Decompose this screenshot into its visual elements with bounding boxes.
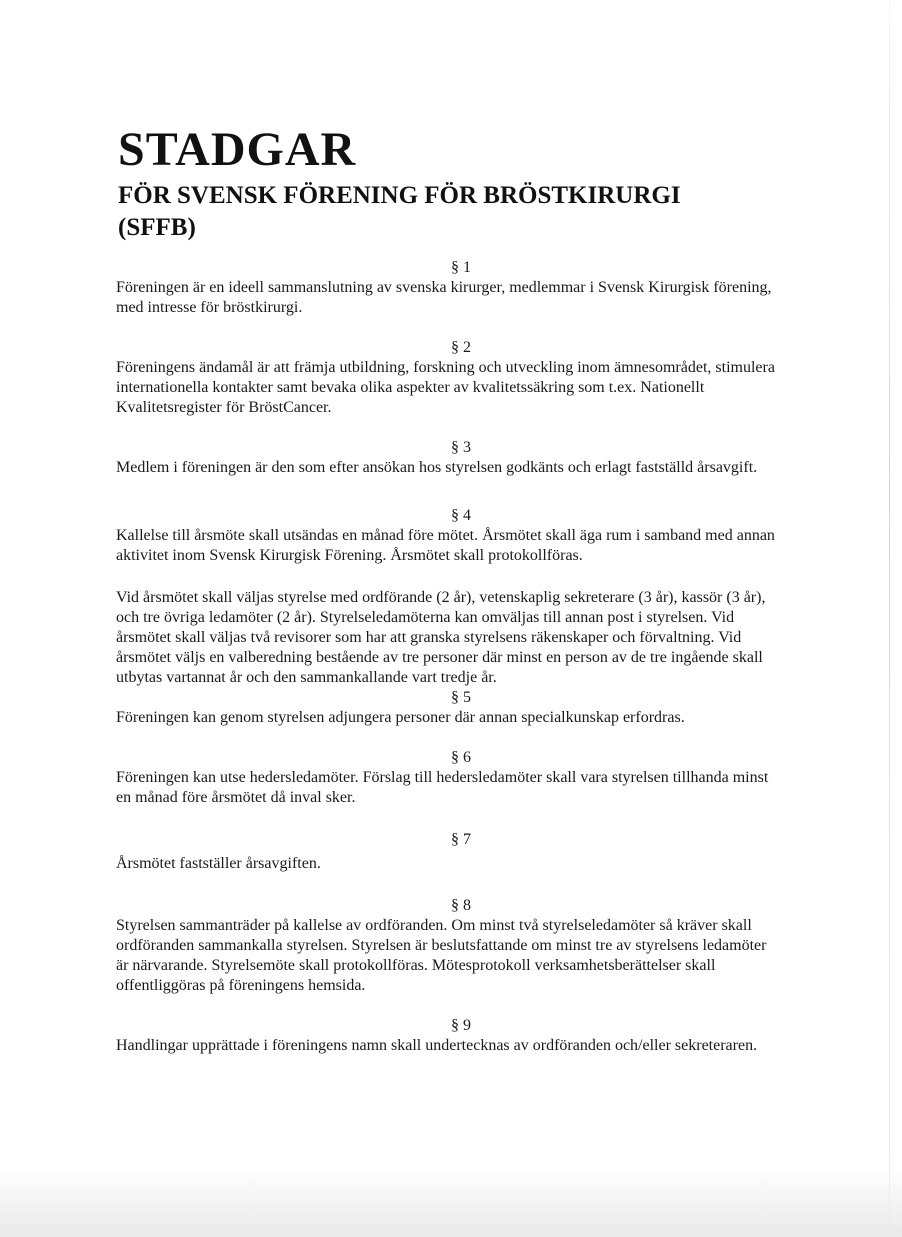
section-1	[116, 258, 776, 318]
section-number: § 3	[451, 439, 471, 456]
section-number: § 2	[451, 339, 471, 356]
subtitle-line-1: FÖR SVENSK FÖRENING FÖR BRÖSTKIRURGI	[118, 182, 681, 209]
section-8	[116, 896, 776, 996]
section-5	[116, 688, 776, 728]
section-2	[116, 338, 776, 418]
statutes-body	[116, 258, 776, 1056]
section-paragraph: Vid årsmötet skall väljas styrelse med ordförande (2 år), vetenskaplig sekreterare (3 år), kassör (3 år), och tre övriga ledamöter (2 år). Styrelseledamöterna kan omväljas till annan post i styrelsen. Vid årsmötet skall väljas två revisorer som har att granska styrelsens räkenskaper och förvaltning. Vid årsmötet väljs en valberedning bestående av tre personer där minst en person av de tre ingående skall utbytas vartannat år och den sammankallande vart tredje år.	[116, 589, 766, 686]
section-number: § 6	[451, 749, 471, 766]
section-paragraph: Föreningens ändamål är att främja utbildning, forskning och utveckling inom ämnesområdet, stimulera internationella kontakter samt bevaka olika aspekter av kvalitetssäkring som t.ex. Nationellt Kvalitetsregister för BröstCancer.	[116, 359, 775, 416]
section-number: § 8	[451, 897, 471, 914]
section-7	[116, 830, 776, 874]
section-paragraph: Kallelse till årsmöte skall utsändas en månad före mötet. Årsmötet skall äga rum i samband med annan aktivitet inom Svensk Kirurgisk Förening. Årsmötet skall protokollföras.	[116, 527, 775, 564]
section-number: § 7	[451, 831, 471, 848]
scan-edge-line	[889, 0, 890, 1237]
section-paragraph: Styrelsen sammanträder på kallelse av ordföranden. Om minst två styrelseledamöter så kräver skall ordföranden sammankalla styrelsen. Styrelsen är beslutsfattande om minst tre av styrelsens ledamöter är närvarande. Styrelsemöte skall protokollföras. Mötesprotokoll verksamhetsberättelser skall offentliggöras på föreningens hemsida.	[116, 917, 767, 994]
section-paragraph: Föreningen kan utse hedersledamöter. Förslag till hedersledamöter skall vara styrelsen tillhanda minst en månad före årsmötet då inval sker.	[116, 769, 769, 806]
section-number: § 5	[451, 689, 471, 706]
document-subtitle	[118, 180, 681, 244]
section-3	[116, 438, 776, 478]
section-paragraph: Handlingar upprättade i föreningens namn skall undertecknas av ordföranden och/eller sekreteraren.	[116, 1037, 758, 1054]
document-title: STADGAR	[118, 123, 357, 176]
section-paragraph: Föreningen är en ideell sammanslutning av svenska kirurger, medlemmar i Svensk Kirurgisk förening, med intresse för bröstkirurgi.	[116, 279, 772, 316]
section-6	[116, 748, 776, 808]
section-paragraph: Föreningen kan genom styrelsen adjungera personer där annan specialkunskap erfordras.	[116, 709, 685, 726]
section-paragraph: Årsmötet fastställer årsavgiften.	[116, 855, 321, 872]
section-number: § 4	[451, 507, 471, 524]
section-4	[116, 506, 776, 688]
section-9	[116, 1016, 776, 1056]
bottom-shadow	[0, 1167, 902, 1237]
section-paragraph: Medlem i föreningen är den som efter ansökan hos styrelsen godkänts och erlagt fastställd årsavgift.	[116, 459, 758, 476]
section-number: § 1	[451, 259, 471, 276]
section-number: § 9	[451, 1017, 471, 1034]
subtitle-line-2: (SFFB)	[118, 214, 196, 241]
